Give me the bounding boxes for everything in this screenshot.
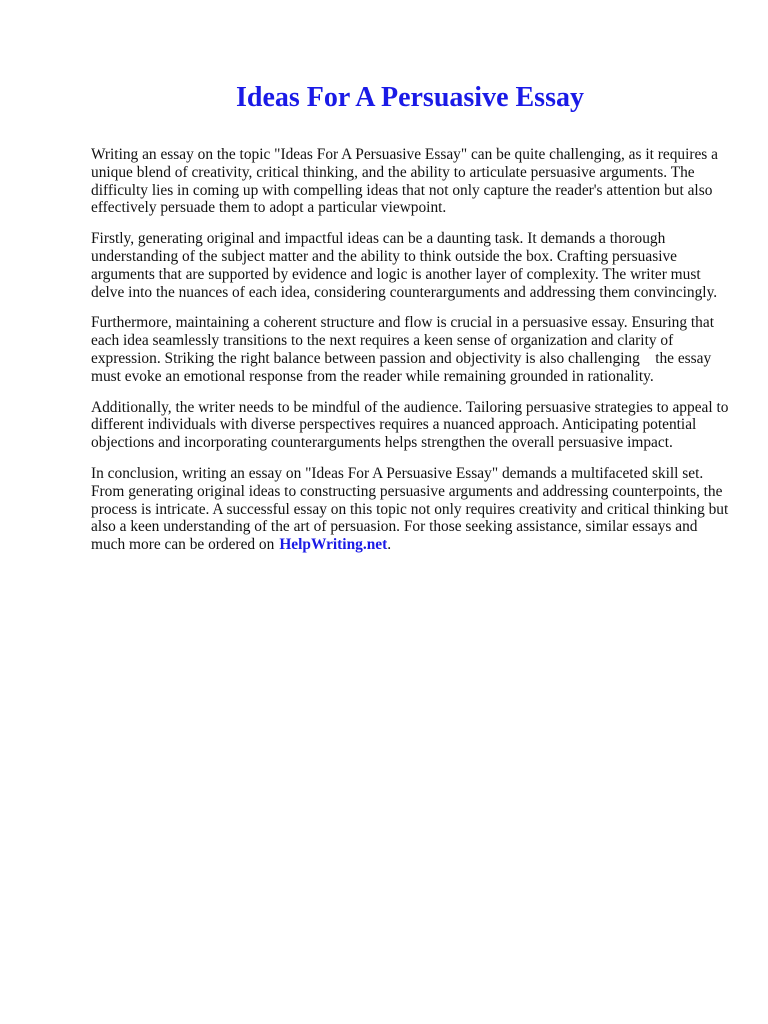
helpwriting-link[interactable]: HelpWriting.net [279, 536, 388, 554]
document-body [91, 146, 731, 567]
conclusion-text: In conclusion, writing an essay on "Ideas For A Persuasive Essay" demands a multifaceted skill set. From generating original ideas to constructing persuasive arguments and addressing counterpoints, the process is intricate. A successful essay on this topic not only requires creativity and critical thinking but also a keen understanding of the art of persuasion. For those seeking assistance, similar essays and much more can be ordered on [91, 464, 729, 554]
paragraph-firstly: Firstly, generating original and impactful ideas can be a daunting task. It demands a thorough understanding of the subject matter and the ability to think outside the box. Crafting persuasive arguments that are supported by evidence and logic is another layer of complexity. The writer must delve into the nuances of each idea, considering counterarguments and addressing them convincingly. [91, 230, 718, 301]
paragraph-conclusion [91, 465, 731, 554]
document-title: Ideas For A Persuasive Essay [236, 82, 584, 113]
paragraph-furthermore: Furthermore, maintaining a coherent structure and flow is crucial in a persuasive essay. Ensuring that each idea seamlessly transitions to the next requires a keen sense of organization and clarity of expression. Striking the right balance between passion and objectivity is also challenging the essay must evoke an emotional response from the reader while remaining grounded in rationality. [91, 314, 718, 385]
paragraph-intro: Writing an essay on the topic "Ideas For A Persuasive Essay" can be quite challenging, as it requires a unique blend of creativity, critical thinking, and the ability to articulate persuasive arguments. The difficulty lies in coming up with compelling ideas that not only capture the reader's attention but also effectively persuade them to adopt a particular viewpoint. [91, 146, 718, 217]
paragraph-additionally: Additionally, the writer needs to be mindful of the audience. Tailoring persuasive strategies to appeal to different individuals with diverse perspectives requires a nuanced approach. Anticipating potential objections and incorporating counterarguments helps strengthen the overall persuasive impact. [91, 398, 729, 452]
conclusion-period: . [387, 536, 392, 554]
